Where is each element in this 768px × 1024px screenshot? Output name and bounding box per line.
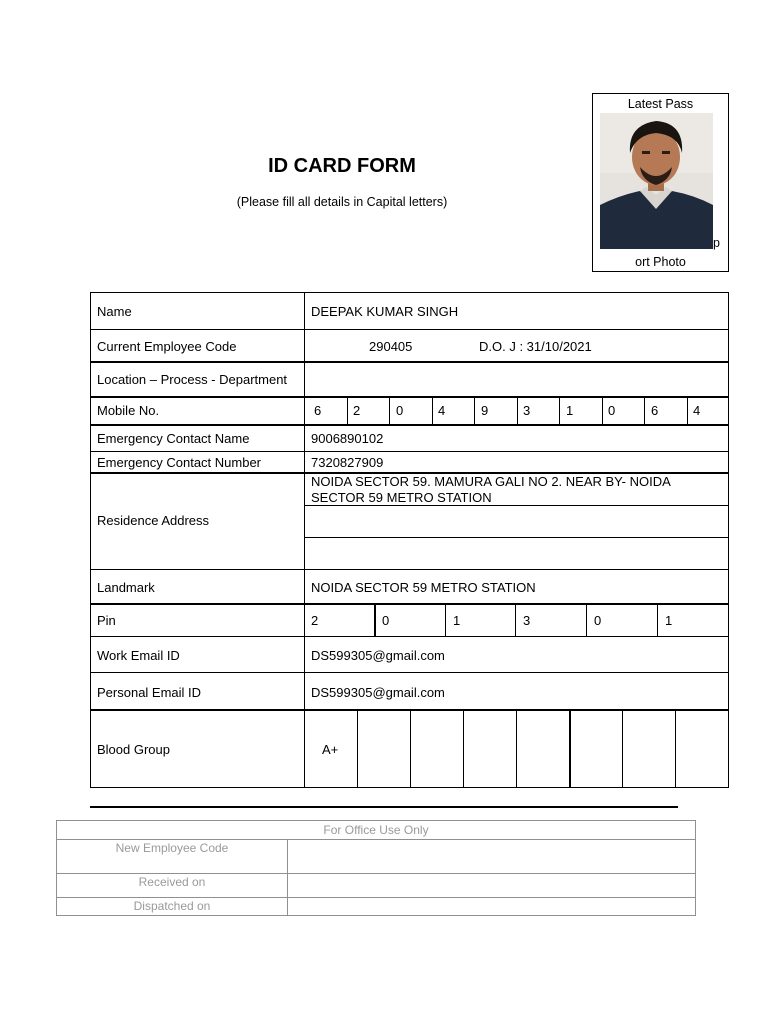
id-card-form-table: [90, 292, 729, 788]
blood-group-label: Blood Group: [97, 742, 170, 757]
office-use-table: [56, 820, 696, 916]
residence-address-label: Residence Address: [97, 513, 210, 528]
passport-photo: [600, 113, 713, 249]
emergency-contact-name-field[interactable]: 9006890102: [311, 431, 384, 446]
mobile-digit[interactable]: 6: [651, 403, 659, 418]
dispatched-on-label: Dispatched on: [133, 899, 211, 913]
work-email-label: Work Email ID: [97, 648, 180, 663]
pin-digit[interactable]: 0: [382, 613, 390, 628]
doj-field[interactable]: D.O. J : 31/10/2021: [479, 339, 592, 354]
name-field[interactable]: DEEPAK KUMAR SINGH: [311, 304, 459, 319]
blood-group-field[interactable]: A+: [322, 742, 339, 757]
emergency-contact-number-field[interactable]: 7320827909: [311, 455, 384, 470]
landmark-label: Landmark: [97, 580, 155, 595]
photo-label-bottom: ort Photo: [635, 255, 686, 269]
pin-digit[interactable]: 1: [665, 613, 673, 628]
form-subtitle: (Please fill all details in Capital letters): [236, 195, 448, 209]
mobile-digit[interactable]: 0: [396, 403, 404, 418]
mobile-digit[interactable]: 4: [693, 403, 701, 418]
emergency-contact-number-label: Emergency Contact Number: [97, 455, 262, 470]
section-divider: [90, 806, 678, 808]
personal-email-field[interactable]: DS599305@gmail.com: [311, 685, 445, 700]
new-employee-code-label: New Employee Code: [115, 841, 229, 855]
mobile-digit[interactable]: 6: [314, 403, 322, 418]
mobile-digit[interactable]: 0: [608, 403, 616, 418]
pin-digit[interactable]: 3: [523, 613, 531, 628]
location-label: Location – Process - Department: [97, 372, 288, 387]
emergency-contact-name-label: Emergency Contact Name: [97, 431, 250, 446]
mobile-digit[interactable]: 3: [523, 403, 531, 418]
pin-digit[interactable]: 0: [594, 613, 602, 628]
work-email-field[interactable]: DS599305@gmail.com: [311, 648, 445, 663]
personal-email-label: Personal Email ID: [97, 685, 202, 700]
photo-label-p: p: [713, 236, 720, 250]
mobile-digit[interactable]: 2: [353, 403, 361, 418]
pin-label: Pin: [97, 613, 116, 628]
office-use-header: For Office Use Only: [323, 823, 429, 837]
name-label: Name: [97, 304, 132, 319]
mobile-digit[interactable]: 1: [566, 403, 574, 418]
mobile-digit[interactable]: 4: [438, 403, 446, 418]
residence-address-field[interactable]: NOIDA SECTOR 59. MAMURA GALI NO 2. NEAR BY- NOIDA SECTOR 59 METRO STATION: [311, 474, 671, 505]
employee-code-field[interactable]: 290405: [369, 339, 413, 354]
pin-digit[interactable]: 2: [311, 613, 319, 628]
employee-code-label: Current Employee Code: [97, 339, 237, 354]
mobile-digit[interactable]: 9: [481, 403, 489, 418]
landmark-field[interactable]: NOIDA SECTOR 59 METRO STATION: [311, 580, 536, 595]
pin-digit[interactable]: 1: [453, 613, 461, 628]
mobile-label: Mobile No.: [97, 403, 160, 418]
passport-photo-box: [592, 93, 729, 272]
received-on-label: Received on: [138, 875, 206, 889]
photo-label-top: Latest Pass: [627, 97, 694, 111]
form-title: ID CARD FORM: [268, 155, 416, 177]
